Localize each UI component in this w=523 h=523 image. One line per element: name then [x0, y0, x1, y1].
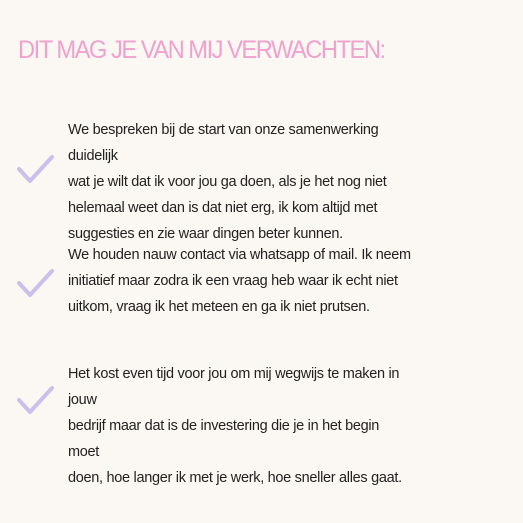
checkmark-icon [16, 154, 54, 184]
list-item-text: Het kost even tijd voor jou om mij wegwijs te maken in jouw bedrijf maar dat is de investering die je in het begin moet doen, hoe langer ik met je werk, hoe sneller alles gaat. [68, 366, 402, 486]
list-item-text: We houden nauw contact via whatsapp of mail. Ik neem initiatief maar zodra ik een vraag heb waar ik echt niet uitkom, vraag ik het meteen en ga ik niet prutsen. [68, 247, 411, 315]
page-title: DIT MAG JE VAN MIJ VERWACHTEN: [18, 36, 385, 64]
checkmark-icon [16, 385, 54, 415]
checkmark-icon [16, 268, 54, 298]
list-item-text: We bespreken bij de start van onze samenwerking duidelijk wat je wilt dat ik voor jou ga doen, als je het nog niet helemaal weet dan is dat niet erg, ik kom altijd met suggesties en zie waar dingen beter kunnen. [68, 122, 387, 242]
